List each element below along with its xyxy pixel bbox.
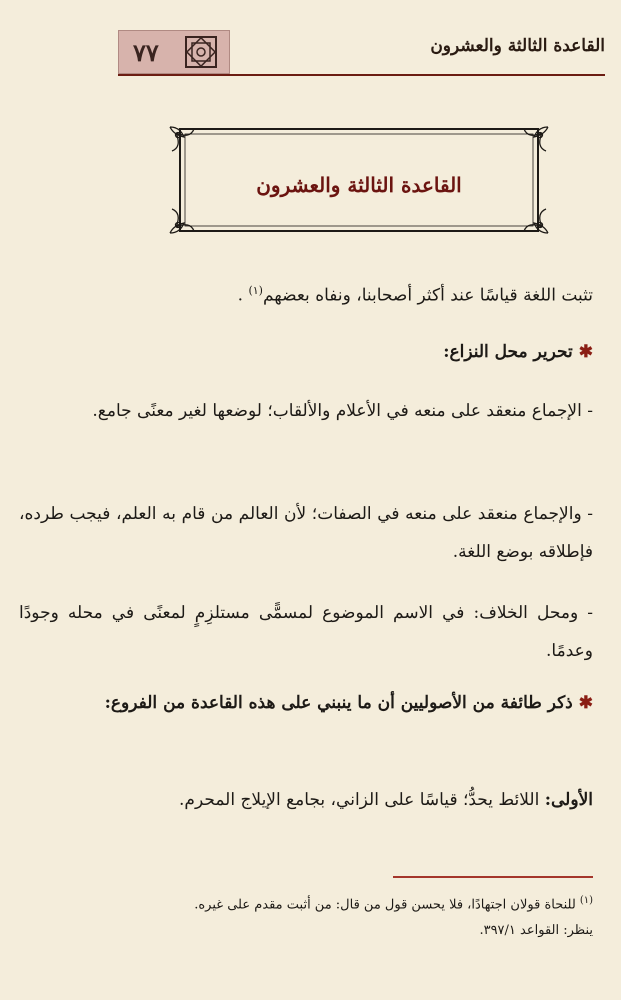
list-item: - ومحل الخلاف: في الاسم الموضوع لمسمًّى مستلزِمٍ لمعنًى في محله وجودًا وعدمًا. bbox=[19, 603, 593, 661]
chapter-title-frame bbox=[166, 123, 552, 237]
footnote-rule bbox=[393, 876, 593, 878]
footnote-mark: (١) bbox=[579, 895, 593, 906]
section-heading-dispute bbox=[19, 333, 593, 371]
first-branch-text: اللائط يحدُّ؛ قياسًا على الزاني، بجامع الإيلاج المحرم. bbox=[179, 790, 545, 810]
intro-text: تثبت اللغة قياسًا عند أكثر أصحابنا، ونفاه بعضهم bbox=[262, 285, 593, 306]
footnote-reference: (١) bbox=[248, 284, 263, 297]
section-heading-text: ذكر طائفة من الأصوليين أن ما ينبني على هذه القاعدة من الفروع: bbox=[104, 693, 573, 713]
section-heading-text: تحرير محل النزاع: bbox=[443, 342, 573, 362]
list-item: - والإجماع منعقد على منعه في الصفات؛ لأن العالم من قام به العلم، فيجب طرده، فإطلاقه بوضع اللغة. bbox=[19, 504, 593, 562]
first-branch-label: الأولى: bbox=[544, 790, 593, 810]
list-item: - الإجماع منعقد على منعه في الأعلام والألقاب؛ لوضعها لغير معنًى جامع. bbox=[92, 401, 593, 421]
footnote-line: ينظر: القواعد ٣٩٧/١. bbox=[479, 923, 593, 939]
running-header bbox=[118, 30, 605, 74]
footnote-line bbox=[19, 888, 593, 918]
chapter-title: القاعدة الثالثة والعشرون bbox=[256, 173, 462, 197]
header-rule bbox=[118, 74, 605, 76]
star-bullet-icon: ✱ bbox=[578, 342, 593, 362]
section-heading-branches bbox=[19, 684, 593, 722]
geometric-star-ornament-icon bbox=[183, 34, 219, 70]
footnotes bbox=[19, 888, 593, 944]
intro-paragraph bbox=[19, 272, 593, 315]
running-title: القاعدة الثالثة والعشرون bbox=[430, 36, 605, 56]
intro-end: . bbox=[237, 285, 249, 306]
page-number: ٧٧ bbox=[133, 37, 159, 67]
first-branch-paragraph bbox=[19, 781, 593, 819]
footnote-text: للنحاة قولان اجتهادًا، فلا يحسن قول من قال: من أثبت مقدم على غيره. bbox=[194, 897, 576, 913]
page-number-badge bbox=[118, 30, 230, 74]
star-bullet-icon: ✱ bbox=[578, 693, 593, 713]
